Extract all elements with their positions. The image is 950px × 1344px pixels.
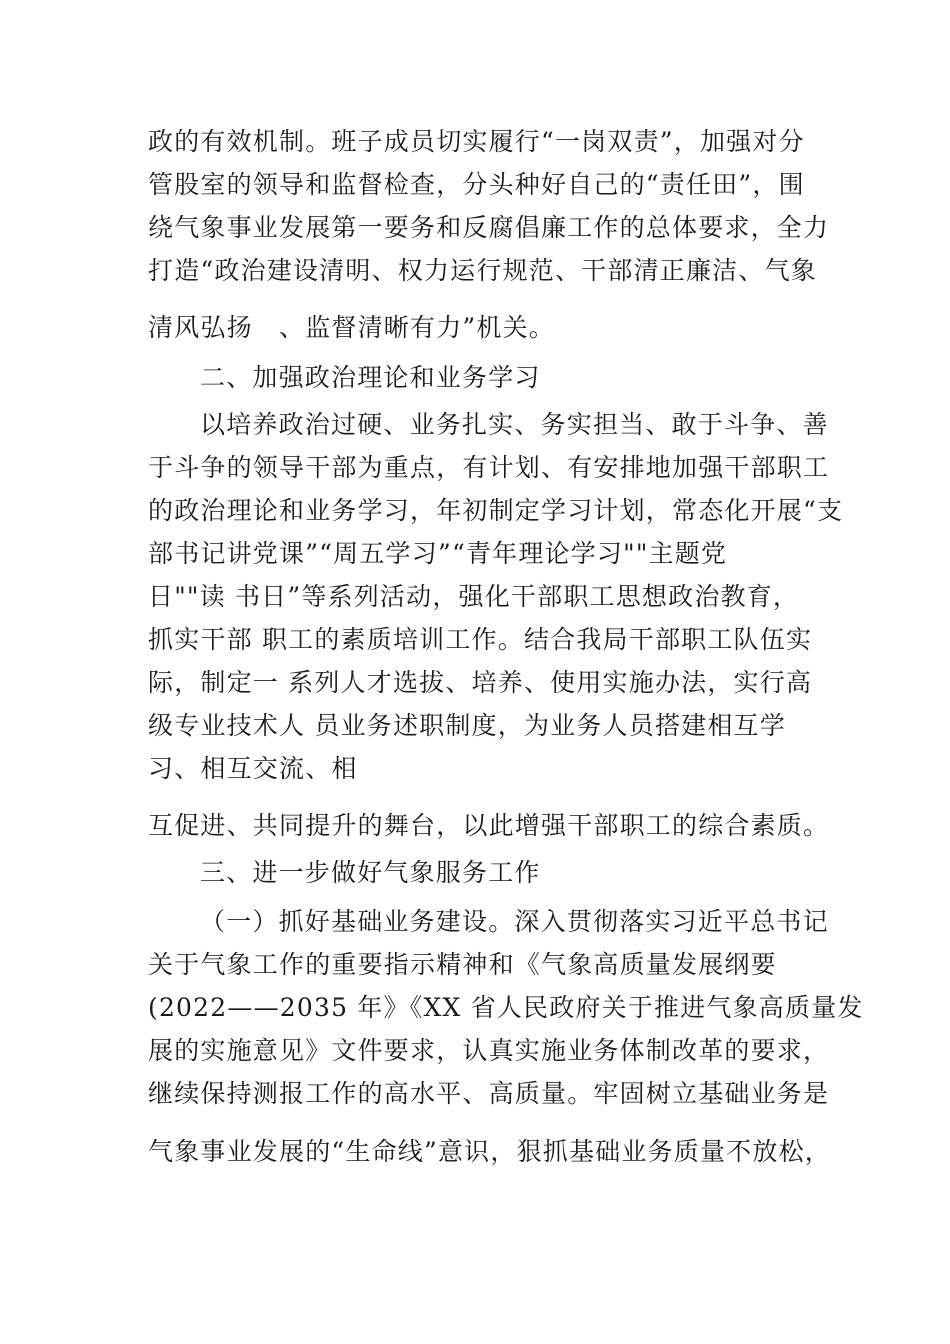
body-line: 习、相互交流、相 xyxy=(148,754,358,783)
body-line: 部书记讲党课”“周五学习”“青年理论学习""主题党 xyxy=(148,539,728,568)
section-heading-3: 三、进一步做好气象服务工作 xyxy=(200,858,541,887)
body-line: (2022——2035 年》《XX 省人民政府关于推进气象高质量发 xyxy=(148,993,864,1022)
body-line: 展的实施意见》文件要求，认真实施业务体制改革的要求， xyxy=(148,1036,830,1065)
body-line: 级专业技术人 员业务述职制度，为业务人员搭建相互学 xyxy=(148,711,786,740)
body-line: 继续保持测报工作的高水平、高质量。牢固树立基础业务是 xyxy=(148,1079,830,1108)
section-heading-2: 二、加强政治理论和业务学习 xyxy=(200,363,541,392)
body-line: 清风弘扬 、监督清晰有力”机关。 xyxy=(148,313,555,342)
body-line: 抓实干部 职工的素质培训工作。结合我局干部职工队伍实 xyxy=(148,625,813,654)
body-line: 打造“政治建设清明、权力运行规范、干部清正廉洁、气象 xyxy=(148,256,817,285)
body-line: 绕气象事业发展第一要务和反腐倡廉工作的总体要求，全力 xyxy=(148,213,830,242)
body-line: 关于气象工作的重要指示精神和《气象高质量发展纲要 xyxy=(148,950,777,979)
body-line: 管股室的领导和监督检查，分头种好自己的“责任田”，围 xyxy=(148,170,805,199)
body-line: 气象事业发展的“生命线”意识，狠抓基础业务质量不放松， xyxy=(148,1137,831,1166)
body-line: 于斗争的领导干部为重点，有计划、有安排地加强干部职工 xyxy=(148,453,830,482)
body-line: 际，制定一 系列人才选拔、培养、使用实施办法，实行高 xyxy=(148,668,813,697)
body-line: 日""读 书日”等系列活动，强化干部职工思想政治教育， xyxy=(148,582,800,611)
paragraph-first-line: 以培养政治过硬、业务扎实、务实担当、敢于斗争、善 xyxy=(200,410,829,439)
body-line: 的政治理论和业务学习，年初制定学习计划，常态化开展“支 xyxy=(148,496,844,525)
body-line: 互促进、共同提升的舞台，以此增强干部职工的综合素质。 xyxy=(148,811,830,840)
body-line: 政的有效机制。班子成员切实履行“一岗双责”，加强对分 xyxy=(148,127,805,156)
paragraph-first-line: （一）抓好基础业务建设。深入贯彻落实习近平总书记 xyxy=(200,907,829,936)
